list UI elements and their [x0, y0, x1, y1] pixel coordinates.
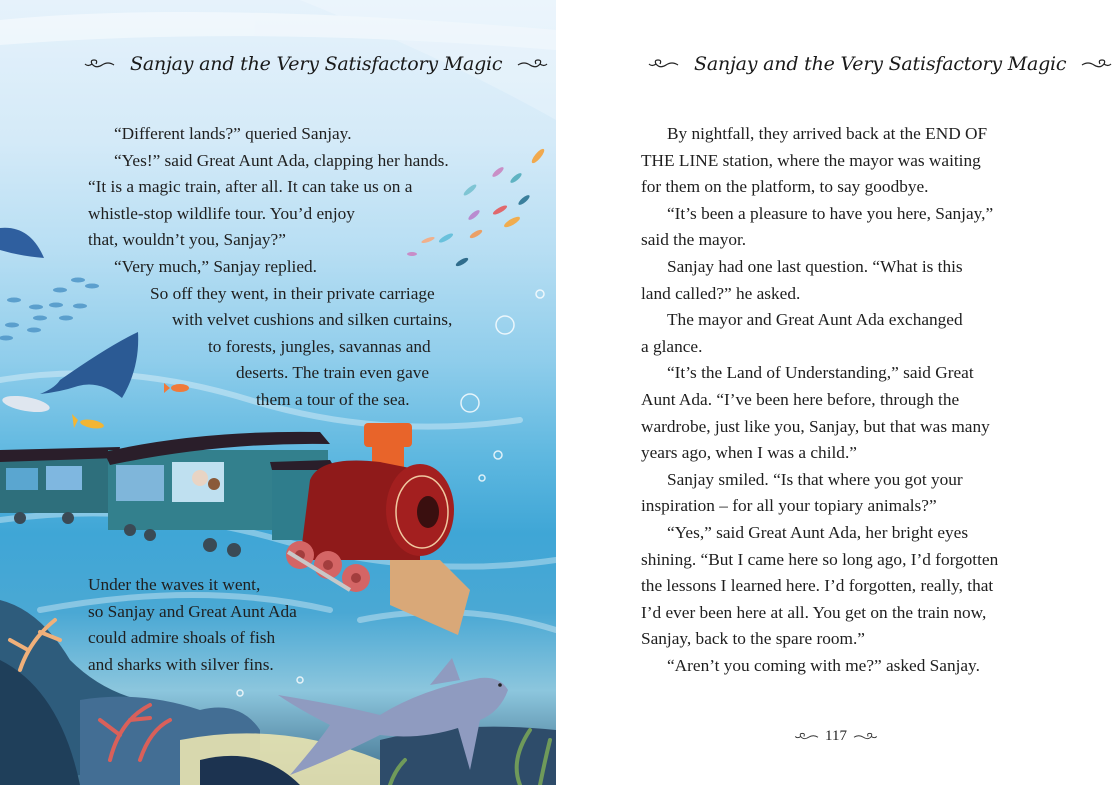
paragraph-line: land called?” he asked. [641, 283, 801, 303]
page-number [794, 728, 878, 745]
paragraph-line: wardrobe, just like you, Sanjay, but that was many [641, 416, 990, 436]
flourish-left-icon [794, 731, 820, 742]
running-head-right [648, 50, 1112, 78]
paragraph-line: “Very much,” Sanjay replied. [114, 256, 317, 276]
paragraph-line: and sharks with silver fins. [88, 654, 274, 674]
right-body-text [641, 121, 1041, 679]
paragraph-line: deserts. The train even gave [236, 363, 430, 383]
paragraph-line: whistle-stop wildlife tour. You’d enjoy [88, 203, 355, 223]
paragraph-line: “Yes,” said Great Aunt Ada, her bright eyes [667, 522, 969, 542]
paragraph-line: shining. “But I came here so long ago, I’d forgotten [641, 549, 999, 569]
flourish-right-icon [1080, 57, 1112, 71]
paragraph-line: Under the waves it went, [88, 575, 261, 594]
cowcatcher [390, 560, 470, 635]
paragraph-line: Sanjay, back to the spare room.” [641, 629, 865, 649]
paragraph-line: them a tour of the sea. [256, 389, 410, 409]
running-head-left [84, 50, 548, 78]
paragraph-line: Sanjay had one last question. “What is this [667, 256, 963, 276]
running-head-title: Sanjay and the Very Satisfactory Magic [130, 53, 503, 75]
flourish-right-icon [516, 57, 548, 71]
paragraph-line: the lessons I learned here. I’d forgotten, really, that [641, 576, 994, 596]
paragraph-line: By nightfall, they arrived back at the END OF [667, 124, 988, 143]
paragraph-line: “Yes!” said Great Aunt Ada, clapping her hands. [114, 150, 449, 170]
paragraph-line: “It’s been a pleasure to have you here, Sanjay,” [667, 203, 994, 223]
paragraph-line: I’d ever been here at all. You get on the train now, [641, 602, 987, 622]
running-head-title: Sanjay and the Very Satisfactory Magic [694, 53, 1067, 75]
paragraph-line: a glance. [641, 336, 703, 356]
paragraph-line: said the mayor. [641, 230, 747, 250]
paragraph-line: for them on the platform, to say goodbye. [641, 177, 929, 197]
flourish-left-icon [84, 57, 116, 71]
paragraph-line: that, wouldn’t you, Sanjay?” [88, 230, 286, 250]
engine-chimney [364, 423, 412, 447]
page-number-value: 117 [825, 728, 847, 744]
paragraph-line: The mayor and Great Aunt Ada exchanged [667, 310, 963, 330]
paragraph-line: So off they went, in their private carriage [150, 283, 435, 303]
paragraph-line: years ago, when I was a child.” [641, 443, 857, 463]
fish-shoal-blue [0, 278, 99, 341]
paragraph-line: could admire shoals of fish [88, 628, 276, 648]
yellow-fish [72, 414, 105, 430]
paragraph-line: THE LINE station, where the mayor was waiting [641, 150, 981, 170]
paragraph-line: with velvet cushions and silken curtains, [172, 310, 453, 330]
silver-fish [1, 393, 51, 415]
blue-fish [0, 228, 44, 258]
paragraph-line: so Sanjay and Great Aunt Ada [88, 601, 297, 621]
paragraph-line: to forests, jungles, savannas and [208, 336, 431, 356]
right-page [556, 0, 1112, 785]
left-upper-text [88, 121, 468, 414]
paragraph-line: “It is a magic train, after all. It can take us on a [88, 177, 413, 197]
flourish-right-icon [852, 731, 878, 742]
paragraph-line: Sanjay smiled. “Is that where you got your [667, 469, 963, 489]
paragraph-line: inspiration – for all your topiary animals?” [641, 496, 937, 516]
paragraph-line: “Aren’t you coming with me?” asked Sanjay. [667, 655, 980, 675]
paragraph-line: “It’s the Land of Understanding,” said Great [667, 363, 974, 383]
flourish-left-icon [648, 57, 680, 71]
paragraph-line: Aunt Ada. “I’ve been here before, through the [641, 389, 960, 409]
left-lower-text [88, 572, 348, 678]
paragraph-line: “Different lands?” queried Sanjay. [114, 124, 352, 143]
